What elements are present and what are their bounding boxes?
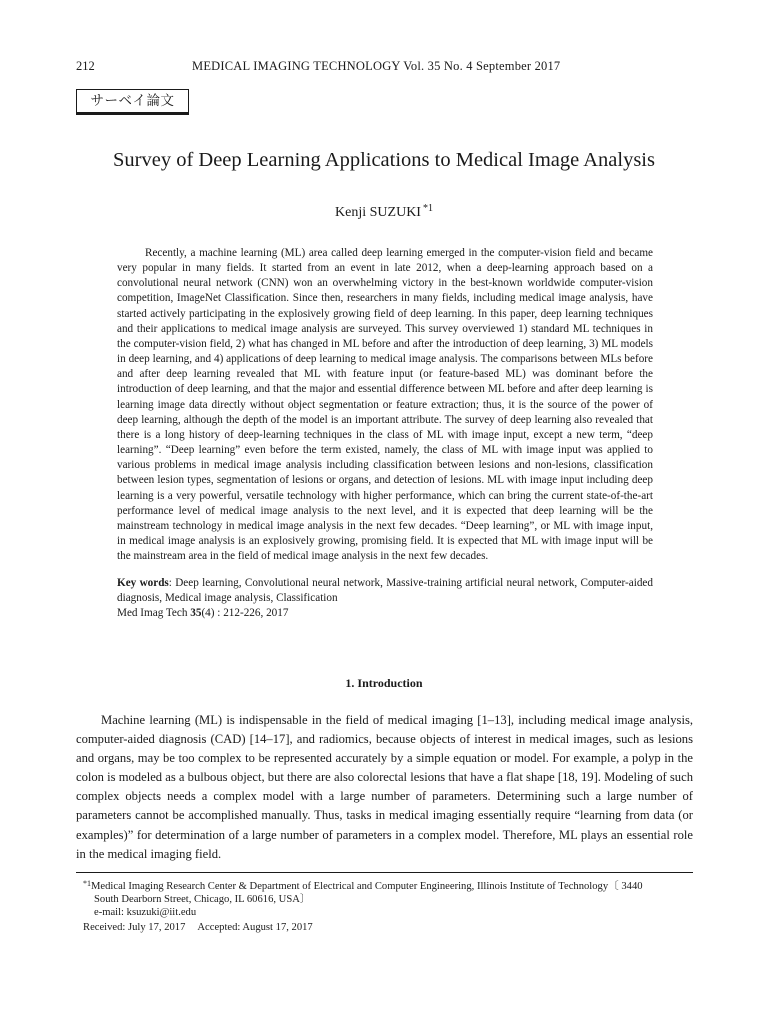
introduction-paragraph: Machine learning (ML) is indispensable in the field of medical imaging [1–13], including medical image analysis, computer-aided diagnosis (CAD) [14–17], and radiomics, because objects of interest in medical images, such as lesions and organs, may be too complex to be represented accurately by a simple equation or model. For example, a polyp in the colon is modeled as a bulbous object, but there are also colorectal lesions that have a flat shape [18, 19]. Modeling of such complex objects needs a complex model with a large number of parameters. Determining such a large number of parameters cannot be accomplished manually. Thus, tasks in medical imaging essentially require “learning from data (or examples)” for determination of a large number of parameters in a complex model. Therefore, ML plays an essential role in the medical imaging field.	[76, 713, 693, 861]
author-line	[0, 199, 768, 223]
page-number: 212	[76, 59, 95, 73]
affiliation-footnote	[83, 877, 713, 919]
received-date: Received: July 17, 2017	[83, 922, 186, 933]
footnote-divider	[76, 872, 693, 873]
abstract	[117, 246, 653, 564]
article-dates	[83, 921, 313, 934]
keywords-label: Key words	[117, 577, 169, 589]
citation-volume: 35	[190, 607, 202, 619]
abstract-text: Recently, a machine learning (ML) area called deep learning emerged in the computer-vision field and became very popular in many fields. It started from an event in late 2012, when a deep-learning approach based on a convolutional neural network (CNN) won an overwhelming victory in the best-known worldwide computer-vision competition, ImageNet Classification. Since then, researchers in many fields, including medical image analysis, have started actively participating in the explosively growing field of deep learning. In this paper, deep learning techniques and their applications to medical image analysis are surveyed. This survey overviewed 1) standard ML techniques in the computer-vision field, 2) what has changed in ML before and after the introduction of deep learning, 3) ML models in deep learning, and 4) applications of deep learning to medical image analysis. The comparisons between MLs before and after deep learning revealed that ML with feature input (or feature-based ML) was dominant before the introduction of deep learning, and that the major and essential difference between ML before and after deep learning is learning image data directly without object segmentation or feature extraction; thus, it is the source of the power of deep learning, although the depth of the model is an important attribute. The survey of deep learning also revealed that there is a long history of deep-learning techniques in the class of ML with image input, except a new term, “deep learning”. “Deep learning” even before the term existed, namely, the class of ML with image input was applied to various problems in medical image analysis including classification between lesions and non-lesions, classification between lesion types, segmentation of lesions or organs, and detection of lesions. ML with image input including deep learning is a very powerful, versatile technology with higher performance, which can bring the current state-of-the-art performance level of medical image analysis to the next level, and it is expected that deep learning will be the mainstream technology in medical image analysis in the next few decades. “Deep learning”, or ML with image input, in medical image analysis is an explosively growing, promising field. It is expected that ML with image input will be the mainstream area in the field of medical image analysis in the next few decades.	[117, 247, 653, 563]
footnote-affiliation: Medical Imaging Research Center & Department of Electrical and Computer Engineering, Illinois Institute of Technology〔 3440	[91, 881, 643, 892]
citation-issue-pages: (4) : 212-226, 2017	[201, 607, 289, 619]
footnote-email: e-mail: ksuzuki@iit.edu	[94, 907, 197, 918]
footnote-address: South Dearborn Street, Chicago, IL 60616, USA〕	[94, 894, 311, 905]
author-name: Kenji SUZUKI	[335, 205, 421, 220]
keywords-text: : Deep learning, Convolutional neural network, Massive-training artificial neural network, Computer-aided diagnosis, Medical image analysis, Classification	[117, 577, 653, 605]
introduction-body	[76, 711, 693, 864]
section-heading: 1. Introduction	[345, 676, 423, 690]
author-affiliation-mark: *1	[422, 203, 433, 214]
paper-title: Survey of Deep Learning Applications to Medical Image Analysis	[113, 149, 655, 171]
accepted-date: Accepted: August 17, 2017	[197, 922, 313, 933]
article-category-label: サーベイ論文	[76, 89, 189, 115]
journal-title: MEDICAL IMAGING TECHNOLOGY Vol. 35 No. 4 September 2017	[192, 59, 561, 73]
citation	[117, 606, 288, 621]
keywords	[117, 576, 653, 606]
footnote-mark: *1	[83, 879, 91, 888]
citation-journal: Med Imag Tech	[117, 607, 191, 619]
running-head	[76, 57, 576, 75]
